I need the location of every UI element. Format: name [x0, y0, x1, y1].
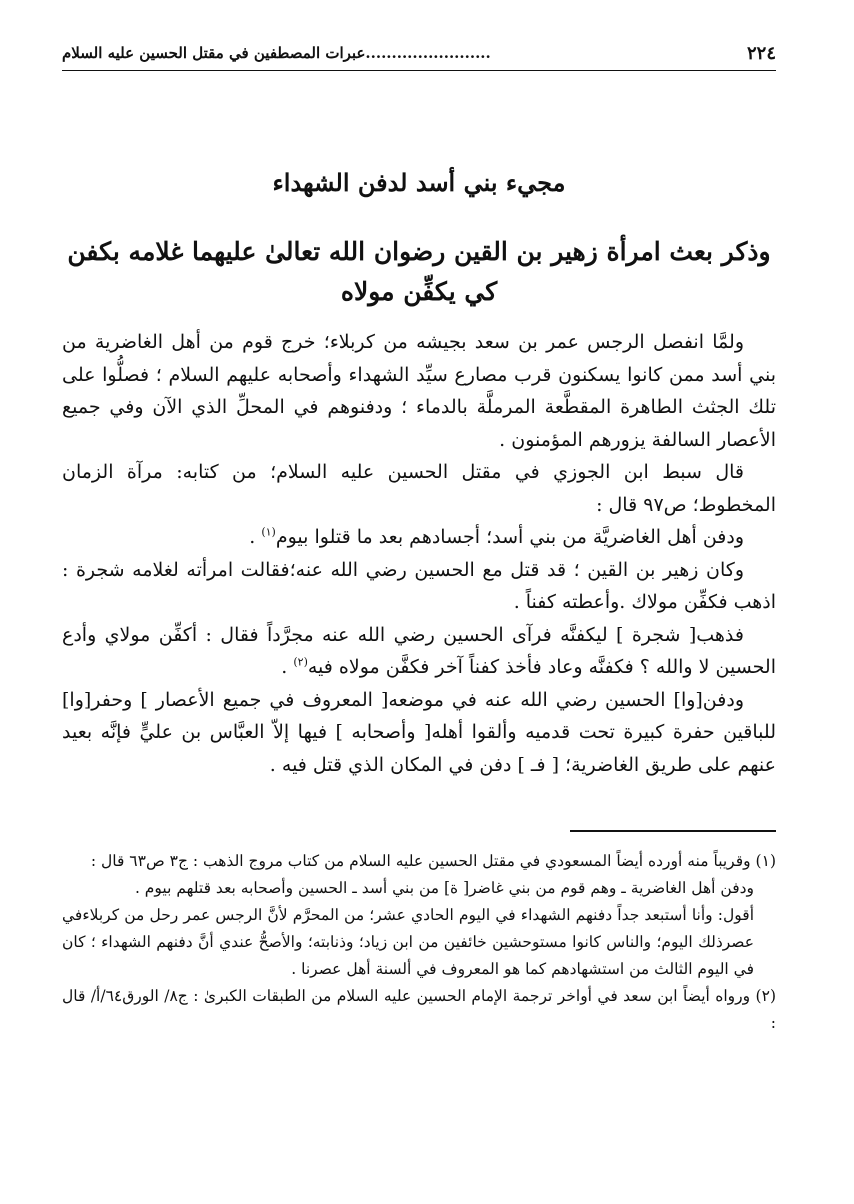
page-number: ٢٢٤: [746, 42, 776, 64]
document-page: [62, 0, 776, 1204]
running-title-text: عبرات المصطفين في مقتل الحسين عليه السلام: [62, 44, 366, 62]
footnotes: [62, 848, 776, 1037]
section-heading: مجيء بني أسد لدفن الشهداء: [272, 168, 566, 197]
paragraph-3-tail: .: [249, 526, 262, 548]
footnote-1-comment: أقول: وأنا أستبعد جداً دفنهم الشهداء في اليوم الحادي عشر؛ من المحرَّم لأنَّ الرجس عمر رحل من كربلاءفي عصرذلك اليوم؛ والناس كانوا مستوحشين خائفين من ابن زياد؛ وذنابته؛ والأصحُّ عندي أنَّ دفنهم الشهداء ؛ كان في اليوم الثالث من استشهادهم كما هو المعروف في ألسنة أهل عصرنا .: [62, 906, 754, 978]
running-header: [62, 36, 776, 71]
paragraph-5: [62, 619, 776, 684]
chapter-heading: وذكر بعث امرأة زهير بن القين رضوان الله تعالىٰ عليهما غلامه بكفن كي يكفِّن مولاه: [67, 237, 771, 306]
paragraph-3-text: ودفن أهل الغاضريَّة من بني أسد؛ أجسادهم بعد ما قتلوا بيوم: [275, 526, 744, 548]
footnote-divider: [570, 830, 776, 832]
paragraph-6: ودفن[وا] الحسين رضي الله عنه في موضعه[ المعروف في جميع الأعصار ] وحفر[وا] للباقين حفرة كبيرة تحت قدميه وألقوا أهله[ وأصحابه ] فيها إلاّ العبَّاس بن عليٍّ فإنَّه بعيد عنهم على طريق الغاضرية؛ [ فـ ] دفن في المكان الذي قتل فيه .: [62, 688, 776, 776]
footnote-ref-2[interactable]: (٢): [293, 655, 308, 669]
footnote-ref-1[interactable]: (١): [261, 525, 276, 539]
footnote-1-lead: (١) وقريباً منه أورده أيضاً المسعودي في مقتل الحسين عليه السلام من كتاب مروج الذهب : ج٣ ص٦٣ قال :: [90, 852, 776, 870]
leader-dots: ........................: [365, 44, 491, 62]
paragraph-1: ولمَّا انفصل الرجس عمر بن سعد بجيشه من كربلاء؛ خرج قوم من أهل الغاضرية من بني أسد ممن كانوا يسكنون قرب مصارع سيِّد الشهداء وأصحابه عليهم السلام ؛ فصلُّوا على تلك الجثث الطاهرة المقطَّعة المرملَّة بالدماء ؛ ودفنوهم في المحلِّ الذي الآن وفي جميع الأعصار السالفة يزورهم المؤمنون .: [62, 331, 776, 451]
paragraph-4: وكان زهير بن القين ؛ قد قتل مع الحسين رضي الله عنه؛فقالت امرأته لغلامه شجرة : اذهب فكفِّن مولاك .وأعطته كفناً .: [62, 558, 776, 613]
paragraph-5-text: فذهب[ شجرة ] ليكفنَّه فرآى الحسين رضي الله عنه مجرَّداً فقال : أكفِّن مولاي وأدع الحسين لا والله ؟ فكفنَّه وعاد فأخذ كفناً آخر فكفَّن مولاه فيه: [62, 623, 776, 678]
body-text: [62, 326, 776, 781]
paragraph-3: [62, 521, 776, 554]
footnote-1-quote: ودفن أهل الغاضرية ـ وهم قوم من بني غاضر[ ة] من بني أسد ـ الحسين وأصحابه بعد قتلهم بيوم .: [134, 879, 754, 897]
footnote-2: (٢) ورواه أيضاً ابن سعد في أواخر ترجمة الإمام الحسين عليه السلام من الطبقات الكبرىٰ : ج٨/ الورق٦٤/أ/ قال :: [62, 987, 776, 1032]
paragraph-5-tail: .: [281, 656, 294, 678]
paragraph-2: قال سبط ابن الجوزي في مقتل الحسين عليه السلام؛ من كتابه: مرآة الزمان المخطوط؛ ص٩٧ قال :: [62, 461, 776, 516]
running-title: [62, 44, 491, 62]
